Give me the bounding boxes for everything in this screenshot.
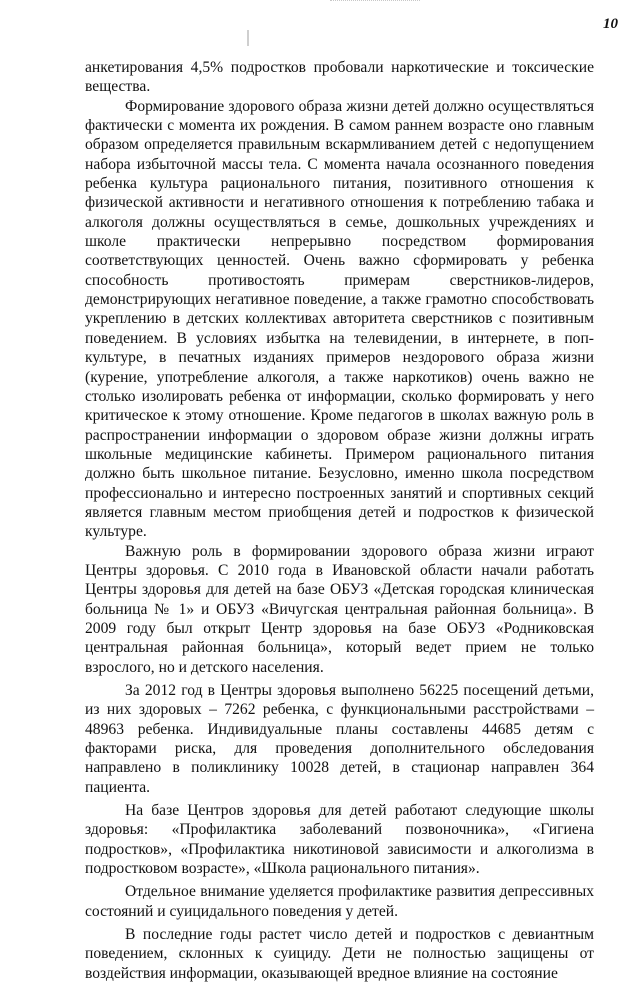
paragraph-deviant-behavior: В последние годы растет число детей и подростков с девиантным поведением, склонных к суициду. Дети не полностью защищены от воздействия информации, оказывающей вредное влияние на состояние xyxy=(85,926,594,982)
scan-artifact xyxy=(330,0,420,11)
document-body xyxy=(85,58,594,983)
scan-artifact-tick xyxy=(247,30,249,46)
paragraph-health-schools: На базе Центров здоровья для детей работают следующие школы здоровья: «Профилактика заболеваний позвоночника», «Гигиена подростков», «Профилактика никотиновой зависимости и алкоголизма в подростковом возрасте», «Школа рационального питания». xyxy=(85,802,594,878)
paragraph-continuation: анкетирования 4,5% подростков пробовали наркотические и токсические вещества. xyxy=(85,59,594,96)
paragraph-healthy-lifestyle: Формирование здорового образа жизни детей должно осуществляться фактически с момента их рождения. В самом раннем возрасте оно главным образом определяется правильным вскармливанием детей с недопущением набора избыточной массы тела. С момента начала осознанного поведения ребенка культура рационального питания, позитивного отношения к физической активности и негативного отношения к потреблению табака и алкоголя должны осуществляться в семье, дошкольных учреждениях и школе практически непрерывно посредством формирования соответствующих ценностей. Очень важно сформировать у ребенка способность противостоять примерам сверстников-лидеров, демонстрирующих негативное поведение, а также грамотно способствовать укреплению в детских коллективах авторитета сверстников с позитивным поведением. В условиях избытка на телевидении, в интернете, в поп-культуре, в печатных изданиях примеров нездорового образа жизни (курение, употребление алкоголя, а также наркотиков) очень важно не столько изолировать ребенка от информации, сколько формировать у него критическое к этому отношение. Кроме педагогов в школах важную роль в распространении информации о здоровом образе жизни должны играть школьные медицинские кабинеты. Примером рационального питания должно быть школьное питание. Безусловно, именно школа посредством профессионально и интересно построенных занятий и спортивных секций является главным местом приобщения детей и подростков к физической культуре. xyxy=(85,97,594,541)
page-number: 10 xyxy=(603,16,618,32)
paragraph-2012-statistics: За 2012 год в Центры здоровья выполнено 56225 посещений детьми, из них здоровых – 7262 ребенка, с функциональными расстройствами – 48963 ребенка. Индивидуальные планы составлены 44685 детям с факторами риска, для проведения дополнительного обследования направлено в поликлинику 10028 детей, в стационар направлен 364 пациента. xyxy=(85,682,594,796)
paragraph-health-centers: Важную роль в формировании здорового образа жизни играют Центры здоровья. С 2010 года в Ивановской области начали работать Центры здоровья для детей на базе ОБУЗ «Детская городская клиническая больница № 1» и ОБУЗ «Вичугская центральная районная больница». В 2009 году был открыт Центр здоровья на базе ОБУЗ «Родниковская центральная районная больница», который ведет прием не только взрослого, но и детского населения. xyxy=(85,542,594,676)
paragraph-depression-prevention: Отдельное внимание уделяется профилактике развития депрессивных состояний и суицидального поведения у детей. xyxy=(85,883,594,920)
